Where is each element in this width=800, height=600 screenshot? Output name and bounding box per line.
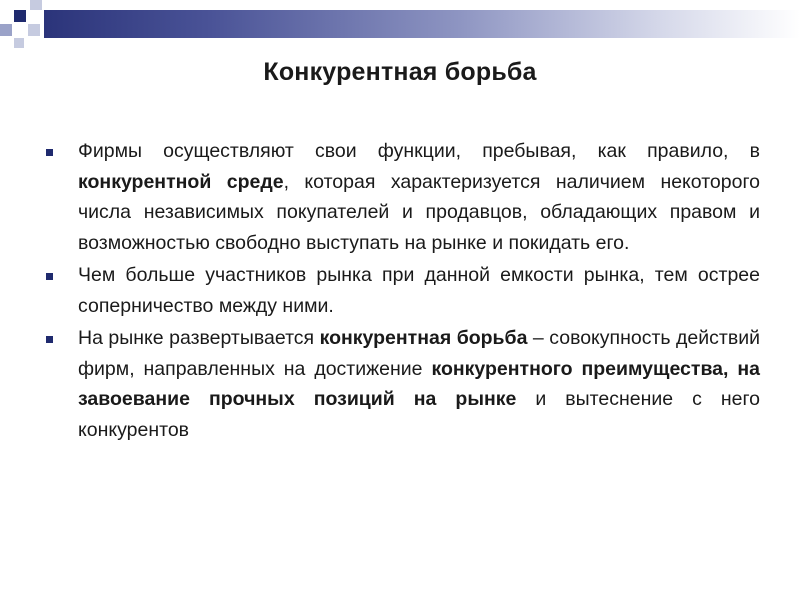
bullet-text-segment: Фирмы осуществляют свои функции, пребывая, как правило, в [78,140,760,162]
bullet-text-segment: и вытеснение с него конкурентов [78,388,760,441]
square-bullet-icon [46,273,53,280]
bullet-text-emphasis: конкурентная борьба [319,327,528,349]
bullet-text-emphasis: конкурентной среде [78,170,284,193]
bullet-text [78,323,760,445]
header-gradient-bar [44,10,800,38]
bullet-text-segment: – совокупность действий фирм, направленных на достижение [78,327,760,380]
bullet-list [42,136,760,447]
bullet-text-segment: , которая характеризуется наличием некоторого числа независимых покупателей и продавцов, обладающих правом и возможностью свободно выступать на рынке и покидать его. [78,170,761,254]
square-bullet-icon [46,336,53,343]
bullet-item [42,136,760,258]
bullet-text-emphasis: конкурентного преимущества, на завоевание прочных позиций на рынке [78,357,760,410]
bullet-item [42,260,760,321]
square-bullet-icon [46,149,53,156]
bullet-text [78,136,760,258]
bullet-item [42,323,760,445]
bullet-text-segment: Чем больше участников рынка при данной емкости рынка, тем острее соперничество между ними. [78,264,760,317]
slide-title: Конкурентная борьба [263,58,537,86]
bullet-text [78,260,760,321]
bullet-text-segment: На рынке развертывается [78,327,320,349]
